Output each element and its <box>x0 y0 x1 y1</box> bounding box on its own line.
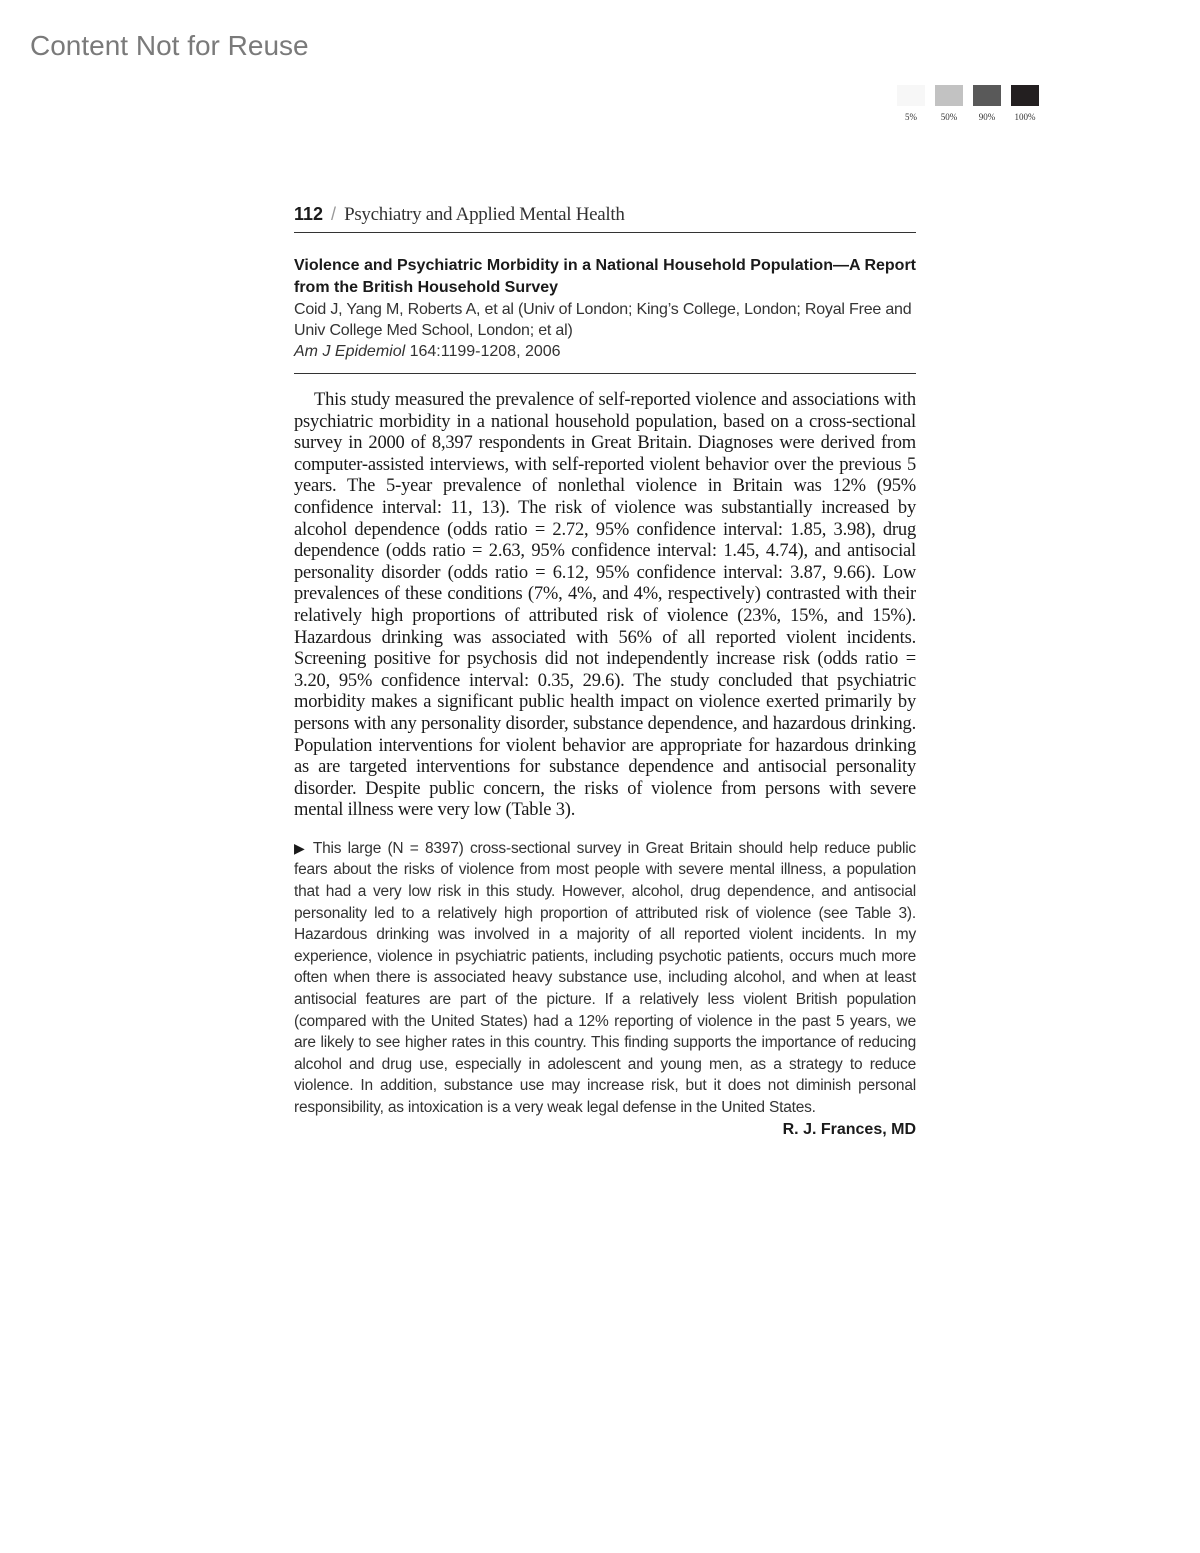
header-separator: / <box>331 204 337 224</box>
triangle-bullet-icon: ▶ <box>294 839 307 856</box>
swatch-labels <box>897 112 1047 122</box>
abstract-paragraph: This study measured the prevalence of self-reported violence and associations with psychiatric morbidity in a national household population, based on a cross-sectional survey in 2000 of 8,397 respondents in Great Britain. Diagnoses were derived from computer-assisted interviews, with self-reported violent behavior over the previous 5 years. The 5-year prevalence of nonlethal violence in Britain was 12% (95% confidence interval: 11, 13). The risk of violence was substantially increased by alcohol dependence (odds ratio = 2.72, 95% confidence interval: 1.85, 3.98), drug dependence (odds ratio = 2.63, 95% confidence interval: 1.45, 4.74), and antisocial personality disorder (odds ratio = 6.12, 95% confidence interval: 3.87, 9.66). Low prevalences of these conditions (7%, 4%, and 4%, respectively) contrasted with their relatively high proportions of attributed risk of violence (23%, 15%, and 15%). Hazardous drinking was associated with 56% of all reported violent incidents. Screening positive for psychosis did not independently increase risk (odds ratio = 3.20, 95% confidence interval: 0.35, 29.6). The study concluded that psychiatric morbidity makes a significant public health impact on violence exerted primarily by persons with any personality disorder, substance dependence, and hazardous drinking. Population interventions for violent behavior are appropriate for hazardous drinking as are targeted interventions for substance dependence and antisocial personality disorder. Despite public concern, the risks of violence from persons with severe mental illness were very low (Table 3). <box>294 390 916 821</box>
swatch-3 <box>1011 85 1039 106</box>
source-reference: 164:1199-1208, 2006 <box>409 343 561 360</box>
swatch-label: 100% <box>1014 112 1036 122</box>
swatch-0 <box>897 85 925 106</box>
commentary-signature: R. J. Frances, MD <box>782 1120 916 1138</box>
running-header <box>294 204 916 233</box>
swatch-2 <box>973 85 1001 106</box>
document-page <box>294 204 916 1139</box>
swatch-row <box>897 85 1047 106</box>
commentary-paragraph <box>294 838 916 1119</box>
swatch-1 <box>935 85 963 106</box>
article-authors: Coid J, Yang M, Roberts A, et al (Univ of London; King’s College, London; Royal Free and Univ College Med School, London; et al) <box>294 301 912 339</box>
article-title: Violence and Psychiatric Morbidity in a National Household Population—A Report from the British Household Survey <box>294 257 916 296</box>
watermark-text: Content Not for Reuse <box>30 30 309 61</box>
commentary-text: This large (N = 8397) cross-sectional survey in Great Britain should help reduce public fears about the risks of violence from most people with severe mental illness, a population that had a very low risk in this study. However, alcohol, drug dependence, and antisocial personality led to a relatively high proportion of attributed risk of violence (see Table 3). Hazardous drinking was involved in a majority of all reported violent incidents. In my experience, violence in psychiatric patients, including psychotic patients, occurs much more often when there is associated heavy substance use, including alcohol, and when at least antisocial features are part of the picture. If a relatively less violent British population (compared with the United States) had a 12% reporting of violence in the past 5 years, we are likely to see higher rates in this country. This finding supports the importance of reducing alcohol and drug use, especially in adolescent and young men, as a strategy to reduce violence. In addition, substance use may increase risk, but it does not diminish personal responsibility, as intoxication is a very weak legal defense in the United States. <box>294 839 916 1116</box>
swatch-label: 50% <box>940 112 958 122</box>
color-calibration-bar <box>897 85 1047 122</box>
page-number: 112 <box>294 204 324 224</box>
swatch-label: 5% <box>905 112 917 122</box>
swatch-label: 90% <box>978 112 996 122</box>
article-citation <box>294 255 916 374</box>
source-journal: Am J Epidemiol <box>294 343 406 360</box>
journal-title: Psychiatry and Applied Mental Health <box>344 204 625 225</box>
article-source <box>294 341 916 363</box>
